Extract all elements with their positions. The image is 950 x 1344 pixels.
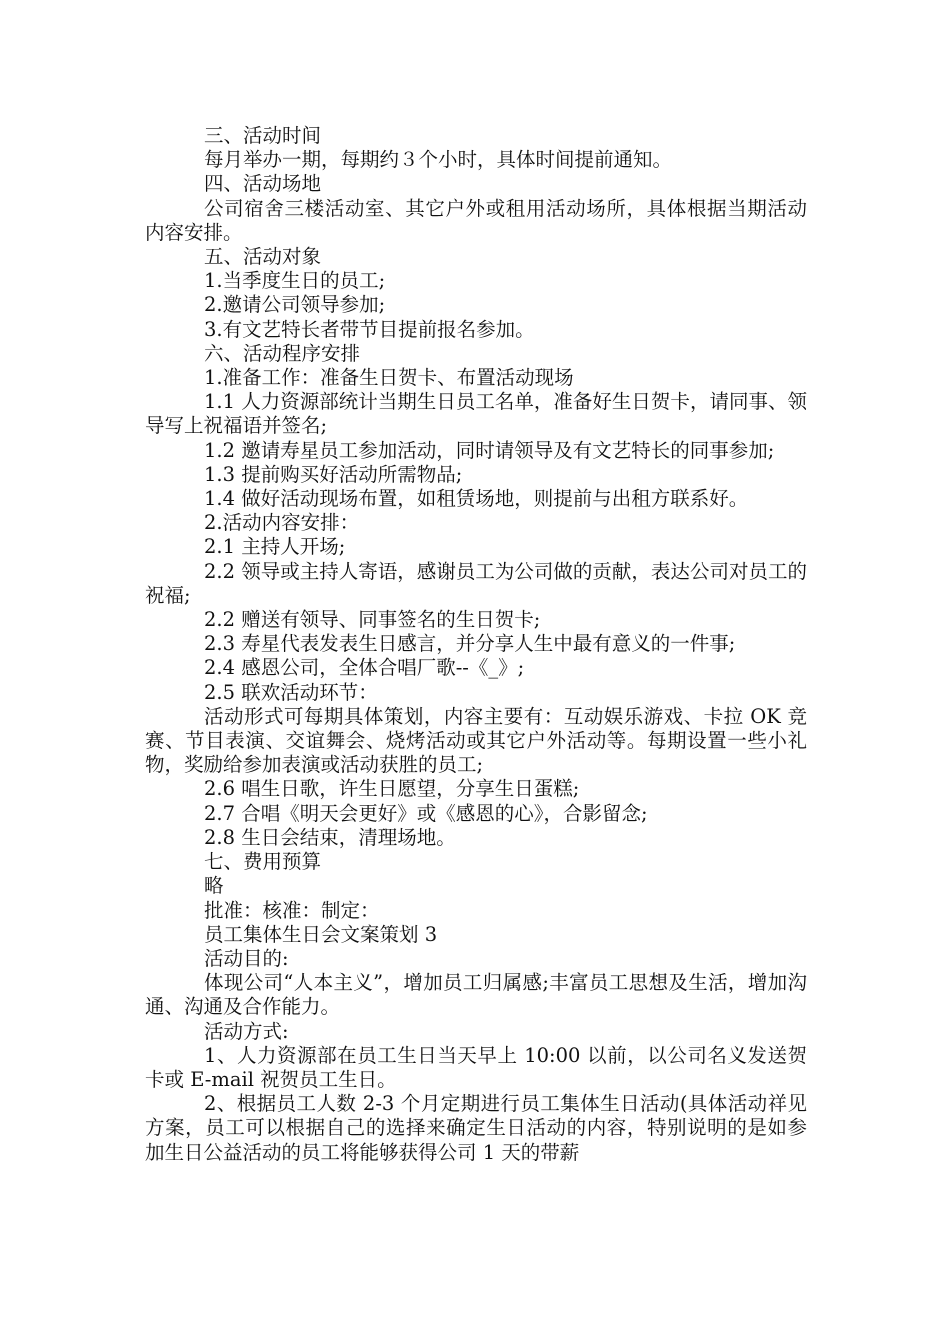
paragraph: 2、根据员工人数 2-3 个月定期进行员工集体生日活动(具体活动祥见方案，员工可以根据自己的选择来确定生日活动的内容，特别说明的是如参加生日公益活动的员工将能够获得公司 1 天的带薪 xyxy=(145,1092,807,1164)
list-item: 1.3 提前购买好活动所需物品; xyxy=(204,462,463,486)
section-heading-budget: 七、费用预算 xyxy=(204,850,322,874)
list-item: 2.2 领导或主持人寄语，感谢员工为公司做的贡献，表达公司对员工的祝福; xyxy=(145,559,807,607)
list-item: 2.活动内容安排： xyxy=(204,511,360,535)
paragraph: 活动形式可每期具体策划，内容主要有：互动娱乐游戏、卡拉 OK 竞赛、节目表演、交谊舞会、烧烤活动或其它户外活动等。每期设置一些小礼物，奖励给参加表演或活动获胜的员工; xyxy=(145,704,807,777)
list-item: 1.准备工作：准备生日贺卡、布置活动现场 xyxy=(204,366,574,390)
list-item: 2.8 生日会结束，清理场地。 xyxy=(204,825,456,849)
section-heading-activity-venue: 四、活动场地 xyxy=(204,172,322,196)
paragraph: 每月举办一期，每期约３个小时，具体时间提前通知。 xyxy=(204,148,673,172)
list-item: 3.有文艺特长者带节目提前报名参加。 xyxy=(204,317,535,341)
paragraph: 1、人力资源部在员工生日当天早上 10:00 以前，以公司名义发送贺卡或 E-mail 祝贺员工生日。 xyxy=(145,1043,807,1091)
list-item: 2.7 合唱《明天会更好》或《感恩的心》，合影留念; xyxy=(204,801,648,825)
approval-line: 批准：核准：制定： xyxy=(204,898,380,922)
section-heading-activity-audience: 五、活动对象 xyxy=(204,245,322,269)
list-item: 2.5 联欢活动环节： xyxy=(204,680,378,704)
section-heading-purpose: 活动目的: xyxy=(204,946,289,970)
list-item: 1.2 邀请寿星员工参加活动，同时请领导及有文艺特长的同事参加; xyxy=(204,438,775,462)
section-heading-activity-time: 三、活动时间 xyxy=(204,124,322,147)
list-item: 2.6 唱生日歌，许生日愿望，分享生日蛋糕; xyxy=(204,777,580,801)
document-body xyxy=(145,124,807,1165)
paragraph: 体现公司“人本主义”，增加员工归属感;丰富员工思想及生活，增加沟通、沟通及合作能力。 xyxy=(145,971,807,1019)
paragraph: 略 xyxy=(204,874,224,898)
document-subtitle: 员工集体生日会文案策划 3 xyxy=(204,922,438,946)
list-item: 1.当季度生日的员工; xyxy=(204,269,386,293)
list-item: 1.4 做好活动现场布置，如租赁场地，则提前与出租方联系好。 xyxy=(204,487,749,511)
paragraph: 公司宿舍三楼活动室、其它户外或租用活动场所，具体根据当期活动内容安排。 xyxy=(145,196,807,244)
section-heading-program-schedule: 六、活动程序安排 xyxy=(204,341,361,365)
list-item: 2.邀请公司领导参加; xyxy=(204,293,386,317)
list-item: 2.2 赠送有领导、同事签名的生日贺卡; xyxy=(204,608,541,632)
list-item: 2.4 感恩公司，全体合唱厂歌--《_》; xyxy=(204,656,525,680)
list-item: 2.3 寿星代表发表生日感言，并分享人生中最有意义的一件事; xyxy=(204,632,736,656)
list-item: 1.1 人力资源部统计当期生日员工名单，准备好生日贺卡，请同事、领导写上祝福语并签名; xyxy=(145,390,807,438)
section-heading-method: 活动方式: xyxy=(204,1019,289,1043)
list-item: 2.1 主持人开场; xyxy=(204,535,346,559)
